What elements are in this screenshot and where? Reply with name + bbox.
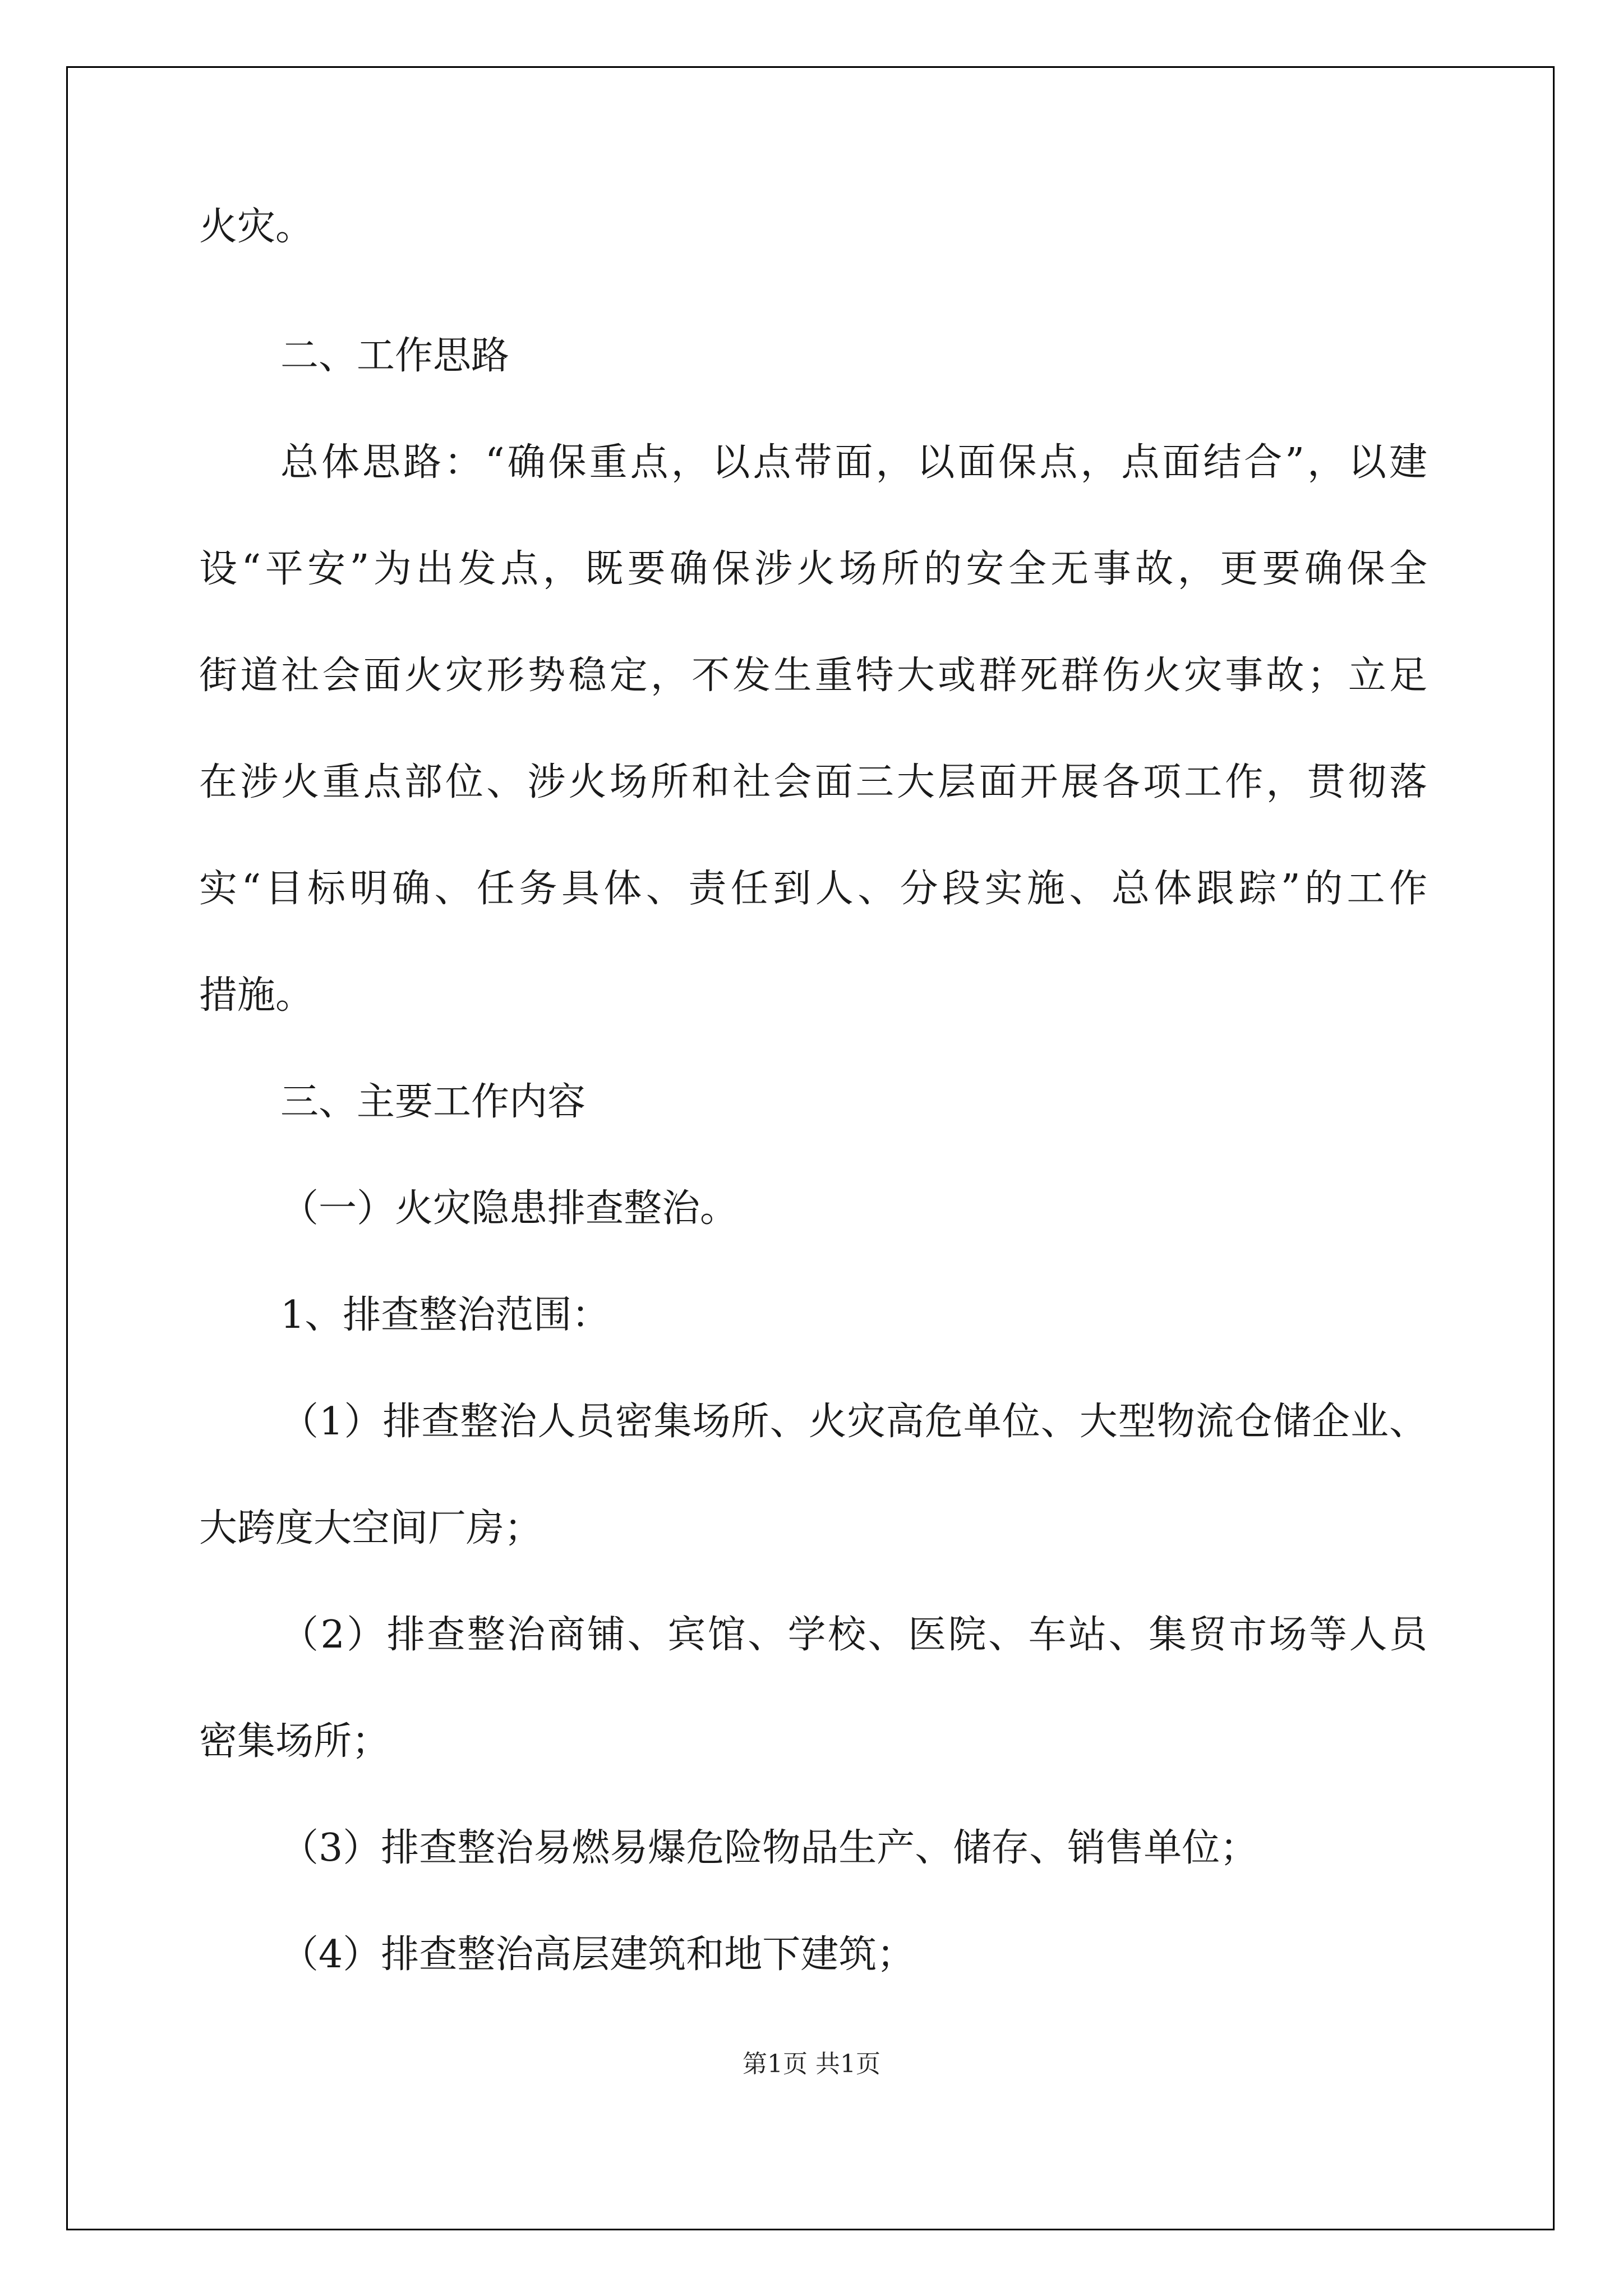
list-item: （3）排查整治易燃易爆危险物品生产、储存、销售单位； xyxy=(280,1826,1258,1870)
section-heading: 三、主要工作内容 xyxy=(280,1080,586,1124)
section-heading: 二、工作思路 xyxy=(280,334,510,378)
text-line: 实“目标明确、任务具体、责任到人、分段实施、总体跟踪”的工作 xyxy=(199,867,1427,911)
page-border xyxy=(66,66,1555,2230)
list-item: （1）排查整治人员密集场所、火灾高危单位、大型物流仓储企业、 xyxy=(280,1400,1427,1444)
page-footer: 第1页 共1页 xyxy=(743,2050,880,2078)
list-item: （4）排查整治高层建筑和地下建筑； xyxy=(280,1932,915,1977)
list-item: （2）排查整治商铺、宾馆、学校、医院、车站、集贸市场等人员 xyxy=(280,1613,1427,1657)
text-line: 大跨度大空间厂房； xyxy=(199,1506,543,1550)
text-line: 街道社会面火灾形势稳定，不发生重特大或群死群伤火灾事故；立足 xyxy=(199,654,1427,698)
subsection-heading: （一）火灾隐患排查整治。 xyxy=(280,1186,739,1231)
list-heading: 1、排查整治范围： xyxy=(280,1293,610,1337)
text-line: 密集场所； xyxy=(199,1719,390,1764)
text-line: 在涉火重点部位、涉火场所和社会面三大层面开展各项工作，贯彻落 xyxy=(199,760,1427,804)
text-line: 火灾。 xyxy=(199,205,314,249)
text-line: 措施。 xyxy=(199,973,314,1018)
text-line: 设“平安”为出发点，既要确保涉火场所的安全无事故，更要确保全 xyxy=(199,547,1427,591)
text-line: 总体思路：“确保重点，以点带面，以面保点，点面结合”，以建 xyxy=(280,440,1427,485)
